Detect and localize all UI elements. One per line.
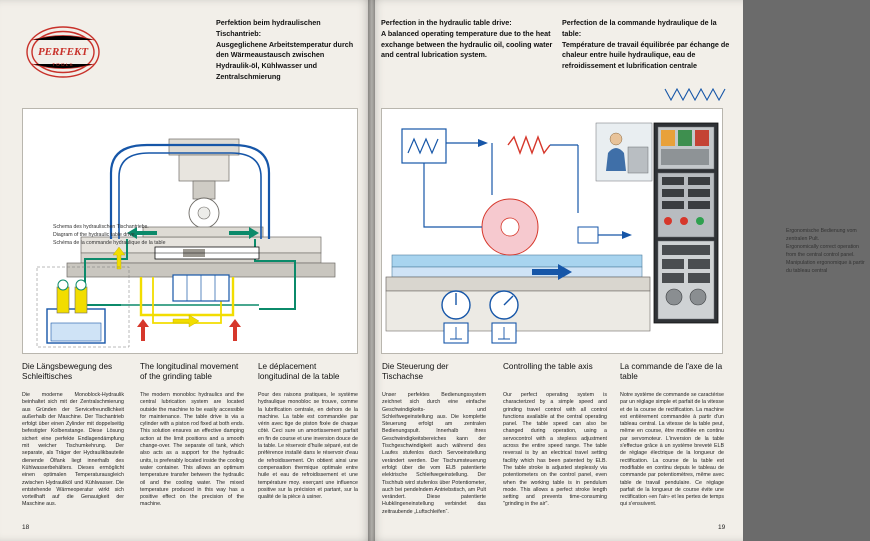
figure-right-caption-fr: Manipulation ergonomique à partir du tableau central [786, 260, 865, 275]
header-fr-title: Perfection de la commande hydraulique de la table: [562, 18, 717, 38]
page-gutter [368, 0, 375, 541]
figure-right-caption-en: Ergonomically correct operation from the central control panel. [786, 244, 859, 259]
figure-right-captions [786, 227, 870, 275]
header-de-body: Ausgeglichene Arbeitstemperatur durch den Wärmeaustausch zwischen Hydraulik-öl, Kühlwasser und Zentralschmierung [216, 39, 354, 81]
figure-left-caption-de: Schema des hydraulischen Tischantriebs. [53, 224, 149, 230]
page-number-right: 19 [718, 524, 726, 531]
zigzag-ornament [665, 88, 727, 100]
header-de [216, 18, 356, 83]
svg-text:PERFEKT: PERFEKT [37, 46, 89, 58]
svg-text:TOOLS: TOOLS [52, 62, 74, 67]
header-en-body: A balanced operating temperature due to the heat exchange between the hydraulic oil, cooling water and central lubrication system. [381, 28, 553, 60]
column-body-fr-table-movement: Pour des raisons pratiques, le système hydraulique monobloc se trouve, comme la lubrification centrale, en dehors de la machine. La table est commandée par vérin avec tige de piston fixée de chaque côté. Ceci sure un amortissement parfait en fin de course et une inversion douce de la table. Le réservoir d'huile séparé, est de préférence installé dans le réservoir d'eau de refroidissement. On obtient ainsi une compensation thermique optimale entre huile et eau de refroidissement et une température moy. exerçant une influence positive sur la précision et partant, sur la qualité de la pièce à usiner. [258, 392, 358, 501]
column-body-de-table-axis: Unser perfektes Bedienungssystem zeichnet sich durch eine einfache Geschwindigkeits- und Schleifwegeinstellung aus. Die komplette Steuerung erfolgt am zentralen Bedienungspult. Innerhalb ihres Geschwindigkeitsbereiches kann der Tischgeschwindigkeit auch während des Laufes stufenlos durch Servoeinstellung verändert werden. Der Tischumsteuerung erfolgt über die vom ELB patentierte elektrische Schleifwegeinstellung. Der Tischhub wird stufenlos über Potentiometer, auch bei pendelndem Antriebstisch, am Pult verändert. Diese patentierte Hubklingeneinstellung verbindet das zeitraubende „Luftschleifen“. [382, 392, 486, 515]
header-en [381, 18, 553, 61]
column-title-de-table-axis: Die Steuerung der Tischachse [382, 362, 449, 382]
figure-left-caption-en: Diagram of the hydraulic table drive. [53, 232, 137, 239]
header-fr-body: Température de travail équilibrée par échange de chaleur entre huile hydraulique, eau de refroidissement et lubrification centrale [562, 39, 730, 71]
figure-hydraulic-table-drive [22, 108, 358, 354]
column-title-en-table-axis: Controlling the table axis [503, 362, 593, 371]
column-body-de-table-movement: Die moderne Monoblock-Hydraulik beinhaltet sich mit der Zentralschmierung aus Gründen der Servicefreundlichkeit außerhalb der Maschine. Der Tischantrieb erfolgt über einen Zylinder mit doppelseitig befestigter Kolbenstange. Diese Lösung sichert eine perfekte Endlagendämpfung mit weicher Tischumkehrung. Der separate, als Träger der Hydraulikbauteile dienende Ölfank liegt innerhalb des Kühlwasserbehälters. Dieses ermöglicht einen optimalen Temperaturausgleich zwischen Hydrauliköl und Kühlwasser. Die entstehende Wärmeoperatur wirkt sich vorteilhaft auf die Genauigkeit der Maschine aus. [22, 392, 124, 508]
control-schematic [382, 109, 722, 353]
figure-table-axis-control [381, 108, 865, 354]
page-number-left: 18 [22, 524, 30, 531]
column-title-en-table-movement: The longitudinal movement of the grinding table [140, 362, 239, 382]
column-title-de-table-movement: Die Längsbewegung des Schleiftisches [22, 362, 113, 382]
figure-left-caption-fr: Schéma de la commande hydraulique de la table [53, 240, 166, 247]
column-body-fr-table-axis: Notre système de commande se caractérise par un réglage simple et parfait de la vitesse et de la course de rectification. La machine est entièrement commandée à partir d'un tableau central. La vitesse de la table peut, même en course, être modifiée en continu par servomoteur. L'inversion de la table s'effectue grâce à un système breveté ELB de réglage électrique de la longueur de rectification. La course de la table est modifiable en continu depuis le tableau de commande par potentiomètres, même avec table de travail pendulaire. Ce réglage parfait de la longueur de course évite une rectification «en l'air» et les pertes de temps qui s'ensuivent. [620, 392, 724, 508]
header-fr [562, 18, 732, 72]
column-title-fr-table-movement: Le déplacement longitudinal de la table [258, 362, 340, 382]
perfekt-seal [22, 22, 104, 82]
column-body-en-table-axis: Our perfect operating system is characterized by a simple speed and grinding travel control with all control functions available at the central operating panel. The table speed can also be changed during operation, using a servocontrol with a stepless adjustment across the entire speed range. The table reversal is by an electrical travel setting facility which has been patented by ELB. The table stroke is adjusted steplessly via potentiometers on the control panel, even when the working table is in pendulum mode. This allows a perfect stroke length setting and prevents time-consuming "grinding in the air". [503, 392, 607, 508]
figure-right-caption-de: Ergonomische Bedienung vom zentralen Pult. [786, 228, 857, 243]
column-body-en-table-movement: The modern monobloc hydraulics and the central lubrication system are located outside the machine to be easily accessible for maintenance. The table drive is via a cylinder with a piston rod fixed at both ends. This solution ensures an effective damping action at the limit positions and a smooth change-over. The separate oil tank, which also acts as a support for the hydraulic units, is preferably located inside the cooling water container. This allows an optimum temperature transfer between the hydraulic oil and the cooling water. The mixed temperature produced in this way has a positive effect on the precision of the machine. [140, 392, 244, 508]
header-de-title: Perfektion beim hydraulischen Tischantrieb: [216, 18, 321, 38]
figure-left-captions [53, 223, 165, 247]
header-en-title: Perfection in the hydraulic table drive: [381, 18, 512, 27]
column-title-fr-table-axis: La commande de l'axe de la table [620, 362, 723, 382]
